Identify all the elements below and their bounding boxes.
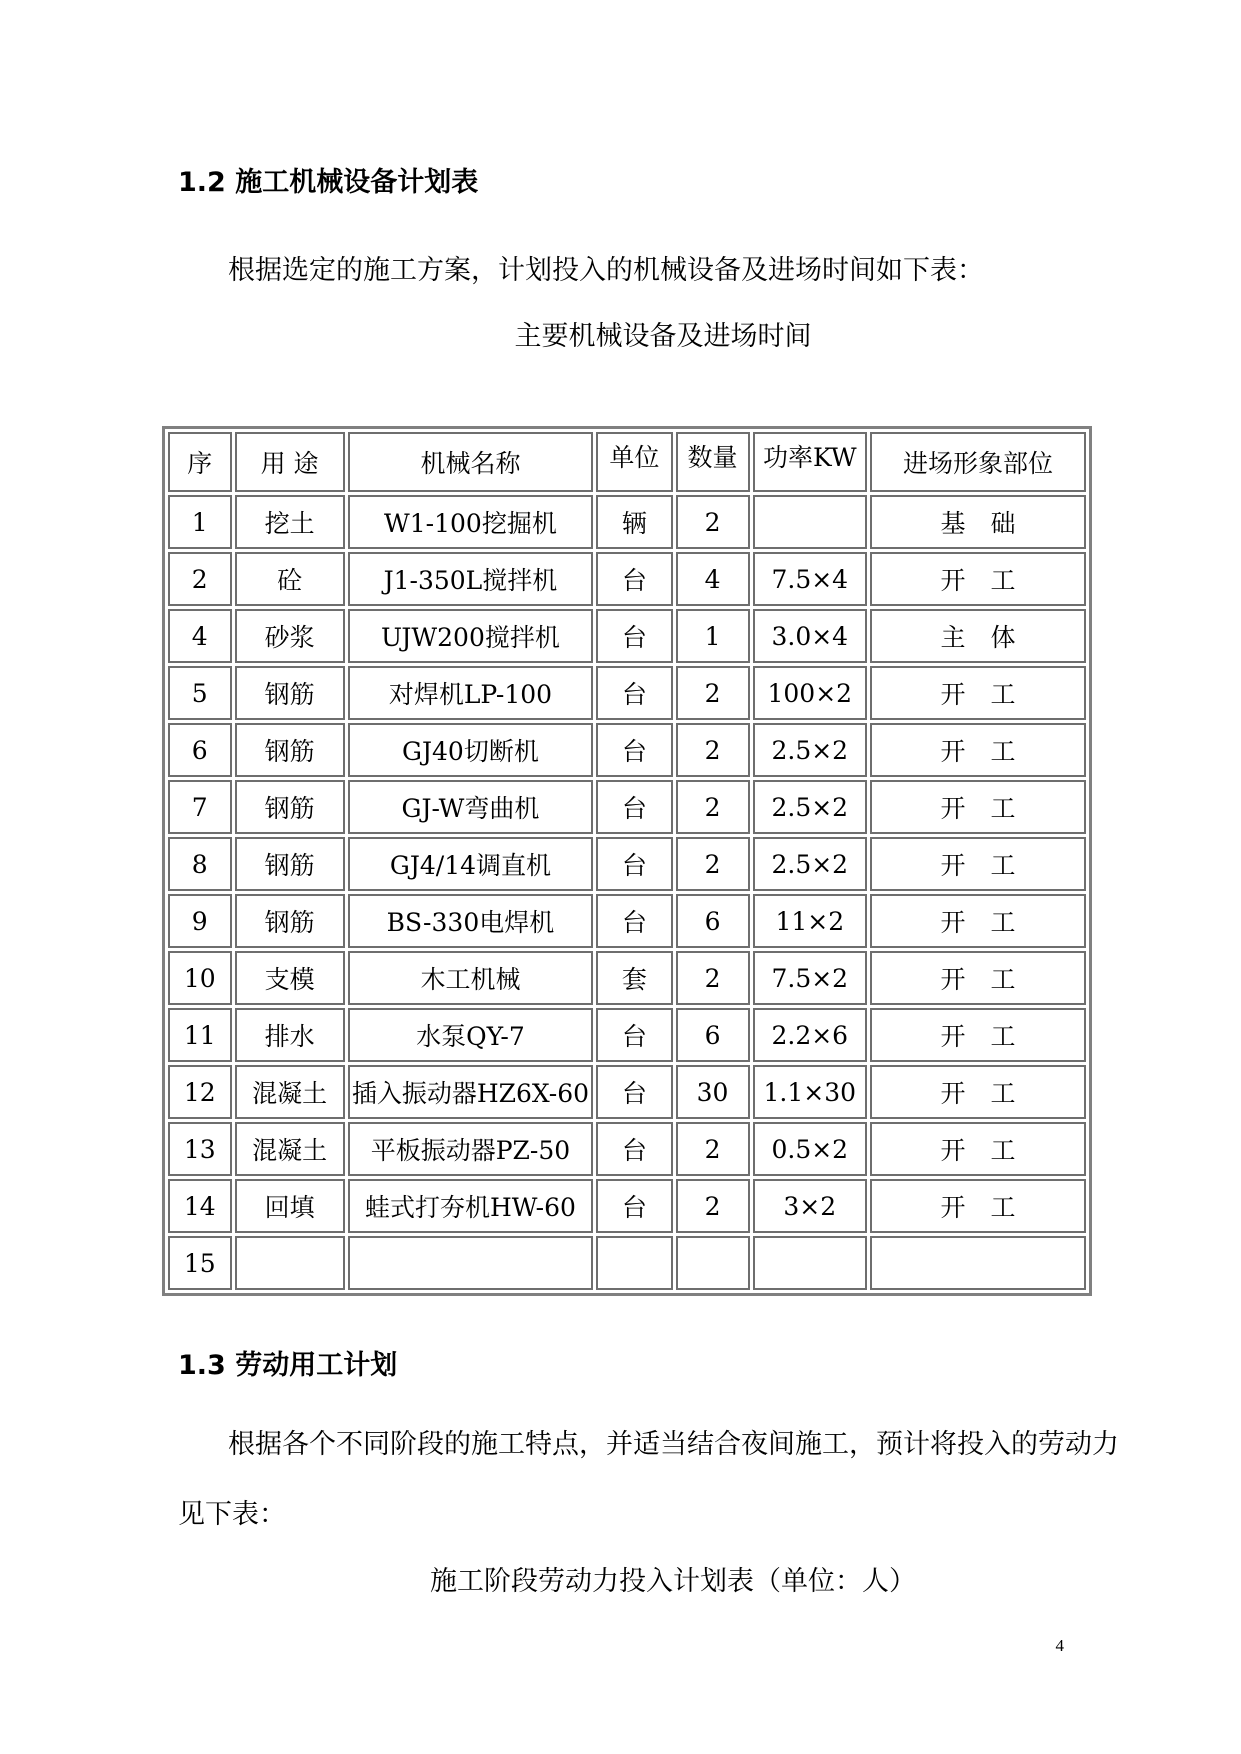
cell-machine-name: 插入振动器HZ6X-60: [348, 1065, 594, 1119]
cell-power: [753, 495, 867, 549]
cell-unit: 台: [596, 1179, 672, 1233]
cell-purpose: 钢筋: [235, 837, 345, 891]
cell-index: 10: [168, 951, 232, 1005]
header-cell-quantity: 数量: [676, 432, 750, 492]
cell-unit: 台: [596, 1065, 672, 1119]
cell-unit: 台: [596, 609, 672, 663]
cell-entry-stage: 开 工: [870, 1065, 1086, 1119]
header-cell-power: 功率KW: [753, 432, 867, 492]
cell-quantity: 4: [676, 552, 750, 606]
cell-purpose: 钢筋: [235, 780, 345, 834]
table-row: [168, 723, 1086, 777]
cell-power: 1.1×30: [753, 1065, 867, 1119]
cell-quantity: [676, 1236, 750, 1290]
cell-unit: 台: [596, 780, 672, 834]
table-header-row: [168, 432, 1086, 492]
cell-power: 2.5×2: [753, 780, 867, 834]
labor-table-caption: 施工阶段劳动力投入计划表（单位：人）: [430, 1566, 916, 1597]
cell-unit: 台: [596, 1122, 672, 1176]
cell-quantity: 30: [676, 1065, 750, 1119]
cell-power: 2.5×2: [753, 837, 867, 891]
cell-entry-stage: 开 工: [870, 780, 1086, 834]
cell-index: 2: [168, 552, 232, 606]
cell-entry-stage: 开 工: [870, 1122, 1086, 1176]
cell-entry-stage: 开 工: [870, 1008, 1086, 1062]
table-row: [168, 780, 1086, 834]
cell-unit: 台: [596, 837, 672, 891]
cell-quantity: 2: [676, 837, 750, 891]
labor-intro-line-1: 根据各个不同阶段的施工特点，并适当结合夜间施工，预计将投入的劳动力: [228, 1429, 1119, 1460]
cell-machine-name: GJ40切断机: [348, 723, 594, 777]
table-row: [168, 837, 1086, 891]
cell-index: 14: [168, 1179, 232, 1233]
cell-machine-name: 蛙式打夯机HW-60: [348, 1179, 594, 1233]
cell-purpose: 钢筋: [235, 666, 345, 720]
cell-index: 15: [168, 1236, 232, 1290]
cell-machine-name: W1-100挖掘机: [348, 495, 594, 549]
cell-power: [753, 1236, 867, 1290]
header-cell-purpose: 用 途: [235, 432, 345, 492]
cell-unit: 台: [596, 666, 672, 720]
cell-index: 13: [168, 1122, 232, 1176]
cell-unit: 辆: [596, 495, 672, 549]
cell-power: 2.5×2: [753, 723, 867, 777]
cell-machine-name: UJW200搅拌机: [348, 609, 594, 663]
cell-quantity: 6: [676, 894, 750, 948]
table-row: [168, 495, 1086, 549]
cell-unit: 台: [596, 894, 672, 948]
cell-power: 7.5×4: [753, 552, 867, 606]
table-row: [168, 951, 1086, 1005]
cell-unit: 台: [596, 723, 672, 777]
header-cell-index: 序: [168, 432, 232, 492]
header-cell-entry-stage: 进场形象部位: [870, 432, 1086, 492]
labor-intro-line-2: 见下表：: [178, 1499, 286, 1530]
cell-entry-stage: 基 础: [870, 495, 1086, 549]
cell-quantity: 1: [676, 609, 750, 663]
cell-entry-stage: 开 工: [870, 552, 1086, 606]
cell-index: 11: [168, 1008, 232, 1062]
cell-machine-name: 木工机械: [348, 951, 594, 1005]
table-row: [168, 609, 1086, 663]
cell-power: 100×2: [753, 666, 867, 720]
cell-machine-name: J1-350L搅拌机: [348, 552, 594, 606]
cell-index: 5: [168, 666, 232, 720]
cell-quantity: 2: [676, 723, 750, 777]
cell-unit: 台: [596, 1008, 672, 1062]
cell-power: 2.2×6: [753, 1008, 867, 1062]
cell-machine-name: BS-330电焊机: [348, 894, 594, 948]
table-row: [168, 894, 1086, 948]
equipment-table-caption: 主要机械设备及进场时间: [514, 321, 812, 352]
cell-entry-stage: 开 工: [870, 894, 1086, 948]
table-row: [168, 666, 1086, 720]
cell-power: 7.5×2: [753, 951, 867, 1005]
table-row: [168, 1008, 1086, 1062]
cell-purpose: [235, 1236, 345, 1290]
cell-purpose: 砂浆: [235, 609, 345, 663]
cell-entry-stage: 主 体: [870, 609, 1086, 663]
cell-power: 0.5×2: [753, 1122, 867, 1176]
equipment-table: [162, 426, 1092, 1296]
cell-quantity: 6: [676, 1008, 750, 1062]
cell-entry-stage: 开 工: [870, 666, 1086, 720]
table-row: [168, 1179, 1086, 1233]
cell-quantity: 2: [676, 1179, 750, 1233]
header-cell-machine-name: 机械名称: [348, 432, 594, 492]
section-heading-1-2: 1.2 施工机械设备计划表: [178, 167, 479, 198]
cell-purpose: 排水: [235, 1008, 345, 1062]
cell-entry-stage: 开 工: [870, 951, 1086, 1005]
cell-unit: [596, 1236, 672, 1290]
cell-machine-name: GJ-W弯曲机: [348, 780, 594, 834]
cell-purpose: 回填: [235, 1179, 345, 1233]
cell-machine-name: 对焊机LP-100: [348, 666, 594, 720]
cell-machine-name: 水泵QY-7: [348, 1008, 594, 1062]
cell-purpose: 混凝土: [235, 1065, 345, 1119]
cell-machine-name: [348, 1236, 594, 1290]
equipment-intro-paragraph: 根据选定的施工方案，计划投入的机械设备及进场时间如下表：: [228, 255, 984, 286]
cell-quantity: 2: [676, 780, 750, 834]
cell-index: 6: [168, 723, 232, 777]
cell-quantity: 2: [676, 666, 750, 720]
cell-entry-stage: 开 工: [870, 837, 1086, 891]
cell-power: 3×2: [753, 1179, 867, 1233]
cell-purpose: 钢筋: [235, 894, 345, 948]
cell-purpose: 混凝土: [235, 1122, 345, 1176]
cell-purpose: 支模: [235, 951, 345, 1005]
cell-purpose: 钢筋: [235, 723, 345, 777]
cell-machine-name: 平板振动器PZ-50: [348, 1122, 594, 1176]
cell-index: 1: [168, 495, 232, 549]
table-row: [168, 552, 1086, 606]
cell-entry-stage: 开 工: [870, 723, 1086, 777]
table-row: [168, 1236, 1086, 1290]
cell-power: 11×2: [753, 894, 867, 948]
cell-quantity: 2: [676, 951, 750, 1005]
cell-quantity: 2: [676, 1122, 750, 1176]
cell-index: 8: [168, 837, 232, 891]
cell-unit: 台: [596, 552, 672, 606]
page-number: 4: [1055, 1636, 1064, 1655]
table-row: [168, 1122, 1086, 1176]
cell-entry-stage: [870, 1236, 1086, 1290]
cell-purpose: 挖土: [235, 495, 345, 549]
cell-index: 9: [168, 894, 232, 948]
cell-machine-name: GJ4/14调直机: [348, 837, 594, 891]
cell-entry-stage: 开 工: [870, 1179, 1086, 1233]
cell-power: 3.0×4: [753, 609, 867, 663]
cell-unit: 套: [596, 951, 672, 1005]
table-row: [168, 1065, 1086, 1119]
section-heading-1-3: 1.3 劳动用工计划: [178, 1350, 398, 1381]
cell-index: 12: [168, 1065, 232, 1119]
header-cell-unit: 单位: [596, 432, 672, 492]
cell-index: 4: [168, 609, 232, 663]
cell-index: 7: [168, 780, 232, 834]
cell-quantity: 2: [676, 495, 750, 549]
cell-purpose: 砼: [235, 552, 345, 606]
